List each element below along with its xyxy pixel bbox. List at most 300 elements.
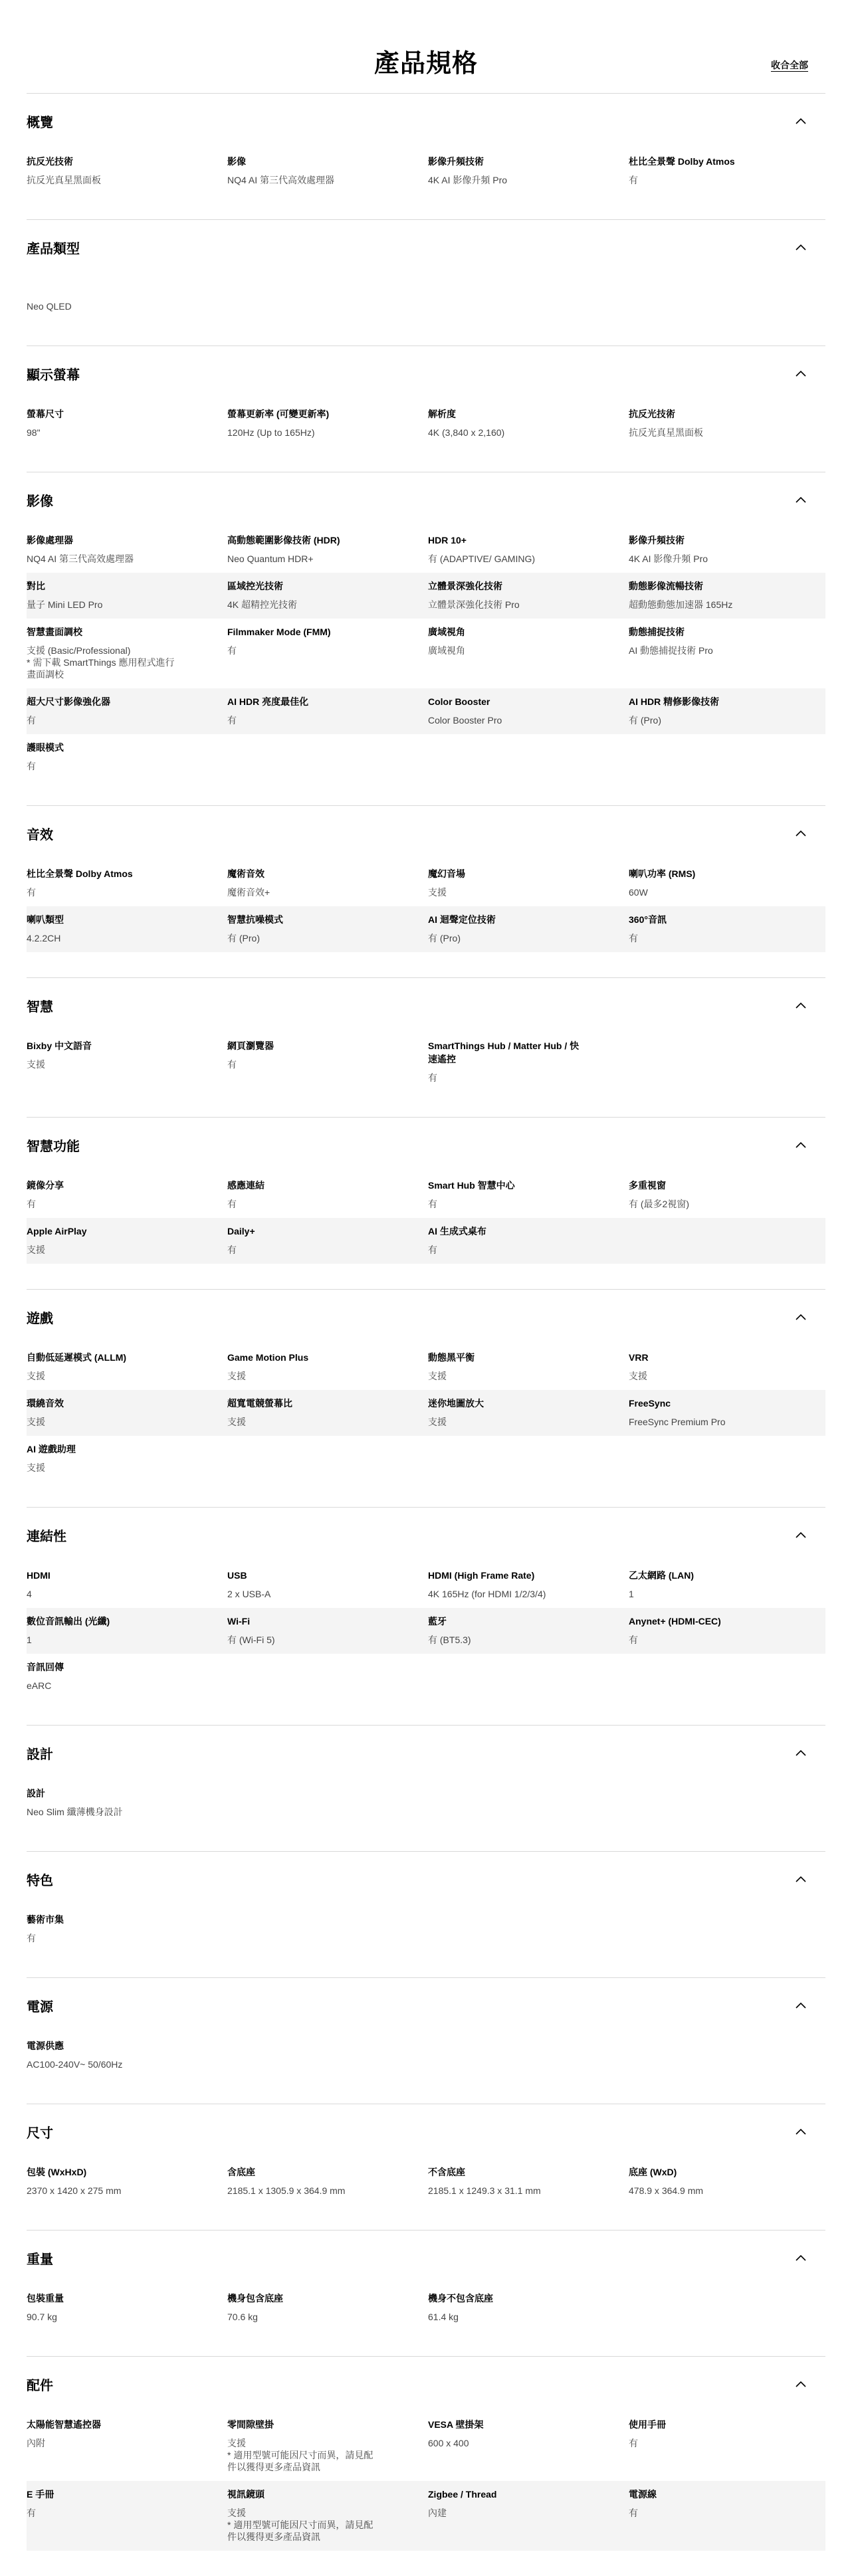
spec-value: 有 — [629, 2508, 638, 2518]
spec-item — [629, 407, 829, 439]
spec-row — [27, 734, 825, 780]
spec-item — [629, 625, 829, 680]
spec-item — [629, 2418, 829, 2473]
spec-value: 98" — [27, 427, 41, 438]
spec-value: 支援 — [428, 1371, 447, 1381]
spec-section — [27, 1977, 825, 2104]
spec-row — [27, 688, 825, 734]
spec-value: AC100-240V~ 50/60Hz — [27, 2059, 123, 2070]
spec-rows — [27, 1780, 825, 1851]
spec-item — [27, 534, 227, 565]
spec-label: AI HDR 精修影像技術 — [629, 696, 720, 707]
spec-label: 電源線 — [629, 2489, 657, 2500]
section-title: 智慧功能 — [27, 1139, 80, 1154]
spec-label: 智慧畫面調校 — [27, 627, 82, 637]
spec-value: 內附 — [27, 2438, 45, 2448]
spec-value: 支援 — [27, 1059, 45, 1070]
spec-label: 使用手冊 — [629, 2419, 666, 2430]
spec-label: 鏡像分享 — [27, 1180, 64, 1191]
spec-item — [629, 1569, 829, 1600]
spec-item — [227, 1397, 428, 1428]
spec-value: eARC — [27, 1680, 52, 1691]
spec-label: 自動低延遲模式 (ALLM) — [27, 1352, 127, 1363]
page-title: 產品規格 — [373, 50, 478, 78]
spec-item — [227, 534, 428, 565]
chevron-up-icon[interactable] — [794, 1998, 808, 2013]
spec-section — [27, 1507, 825, 1725]
spec-value: 有 — [27, 715, 36, 726]
spec-row — [27, 1562, 825, 1608]
spec-rows — [27, 1562, 825, 1725]
spec-item — [227, 695, 428, 726]
spec-row — [27, 860, 825, 906]
spec-section — [27, 2104, 825, 2230]
spec-item — [227, 867, 428, 898]
spec-value: Neo Slim 纖薄機身設計 — [27, 1807, 123, 1817]
spec-value: 支援 — [27, 1417, 45, 1427]
spec-label: 網頁瀏覽器 — [227, 1040, 274, 1051]
spec-item — [27, 1442, 227, 1474]
spec-value: 抗反光真星黑面板 — [27, 175, 101, 185]
spec-item — [428, 2292, 629, 2323]
spec-value: 4K AI 影像升頻 Pro — [428, 175, 508, 185]
chevron-up-icon[interactable] — [794, 240, 808, 254]
spec-row — [27, 1172, 825, 1218]
spec-value: 有 (最多2視窗) — [629, 1199, 689, 1209]
spec-item — [27, 1660, 227, 1692]
spec-item — [27, 1039, 227, 1084]
spec-label: 解析度 — [428, 409, 456, 419]
spec-item — [227, 2488, 428, 2543]
spec-item — [227, 2418, 428, 2473]
spec-label: Game Motion Plus — [227, 1352, 309, 1363]
spec-label: 影像升頻技術 — [428, 156, 484, 167]
spec-item — [629, 1351, 829, 1382]
spec-label: SmartThings Hub / Matter Hub / 快 速遙控 — [428, 1040, 580, 1064]
spec-label: 抗反光技術 — [629, 409, 675, 419]
spec-value: 抗反光真星黑面板 — [629, 427, 703, 438]
spec-item — [27, 281, 227, 312]
spec-item — [428, 534, 629, 565]
spec-rows — [27, 148, 825, 219]
spec-value: 支援 — [27, 1371, 45, 1381]
spec-value: Neo QLED — [27, 301, 72, 312]
spec-row — [27, 1390, 825, 1436]
spec-label: 魔幻音場 — [428, 868, 465, 879]
chevron-up-icon[interactable] — [794, 1310, 808, 1324]
spec-row — [27, 1654, 825, 1700]
spec-label: 乙太網路 (LAN) — [629, 1570, 694, 1581]
spec-item — [629, 1397, 829, 1428]
spec-item — [27, 913, 227, 944]
spec-item — [428, 913, 629, 944]
spec-value: 有 — [428, 1072, 437, 1083]
spec-section — [27, 1289, 825, 1507]
spec-value: 有 — [629, 2438, 638, 2448]
spec-label: 廣域視角 — [428, 627, 465, 637]
spec-label: 數位音訊輸出 (光纖) — [27, 1616, 110, 1627]
spec-value: NQ4 AI 第三代高效處理器 — [227, 175, 335, 185]
spec-row — [27, 2411, 825, 2481]
spec-row — [27, 2285, 825, 2331]
spec-value: 超動態動態加速器 165Hz — [629, 599, 733, 610]
spec-value: 4K 165Hz (for HDMI 1/2/3/4) — [428, 1589, 546, 1599]
spec-item — [428, 695, 629, 726]
section-title: 設計 — [27, 1747, 53, 1762]
spec-value: FreeSync Premium Pro — [629, 1417, 726, 1427]
spec-header — [0, 0, 852, 93]
section-header-toggle[interactable] — [27, 94, 825, 148]
spec-label: 底座 (WxD) — [629, 2167, 677, 2177]
spec-row — [27, 2032, 825, 2078]
spec-item — [428, 407, 629, 439]
section-header-toggle[interactable] — [27, 1726, 825, 1780]
spec-item — [227, 2165, 428, 2197]
spec-item — [629, 913, 829, 944]
spec-value: 4K AI 影像升頻 Pro — [629, 553, 708, 564]
spec-item — [227, 579, 428, 611]
spec-item — [629, 1615, 829, 1646]
spec-item — [27, 1225, 227, 1256]
spec-item — [27, 2039, 227, 2070]
spec-item — [27, 1913, 227, 1944]
spec-section — [27, 2230, 825, 2356]
spec-label: E 手冊 — [27, 2489, 54, 2500]
spec-rows — [27, 1172, 825, 1289]
spec-label: 螢幕尺寸 — [27, 409, 64, 419]
spec-value: 支援 * 適用型號可能因尺寸而異，請見配 件以獲得更多產品資訊 — [227, 2438, 373, 2472]
spec-label: 藝術市集 — [27, 1914, 64, 1925]
spec-item — [227, 407, 428, 439]
spec-label: Daily+ — [227, 1226, 255, 1237]
spec-item — [27, 2292, 227, 2323]
spec-item — [428, 1179, 629, 1210]
spec-item — [227, 1225, 428, 1256]
spec-value: 支援 — [428, 887, 447, 898]
spec-item — [428, 1615, 629, 1646]
spec-item — [27, 2418, 227, 2473]
spec-item — [27, 625, 227, 680]
section-title: 特色 — [27, 1873, 53, 1888]
spec-label: 魔術音效 — [227, 868, 265, 879]
spec-value: 2 x USB-A — [227, 1589, 271, 1599]
spec-item — [428, 579, 629, 611]
spec-row — [27, 2481, 825, 2551]
spec-rows — [27, 1033, 825, 1117]
spec-label: 影像 — [227, 156, 246, 167]
spec-section — [27, 219, 825, 346]
section-header-toggle[interactable] — [27, 978, 825, 1033]
spec-item — [428, 1569, 629, 1600]
spec-section — [27, 1851, 825, 1977]
spec-rows — [27, 2411, 825, 2576]
section-title: 重量 — [27, 2252, 53, 2267]
spec-label: AI 迴聲定位技術 — [428, 914, 496, 925]
chevron-up-icon[interactable] — [794, 1528, 808, 1542]
spec-item — [27, 695, 227, 726]
spec-value: 有 — [428, 1199, 437, 1209]
spec-label: VESA 壁掛架 — [428, 2419, 484, 2430]
spec-rows — [27, 2032, 825, 2104]
spec-label: 杜比全景聲 Dolby Atmos — [27, 868, 133, 879]
spec-item — [227, 1615, 428, 1646]
spec-item — [227, 1179, 428, 1210]
spec-item — [428, 625, 629, 680]
spec-label: AI 遊戲助理 — [27, 1444, 76, 1454]
section-header-toggle[interactable] — [27, 1978, 825, 2032]
spec-row — [27, 1218, 825, 1264]
spec-label: 不含底座 — [428, 2167, 465, 2177]
spec-item — [428, 1397, 629, 1428]
spec-item — [428, 2165, 629, 2197]
spec-value: 有 — [27, 2508, 36, 2518]
spec-item — [27, 407, 227, 439]
spec-value: 有 — [629, 1635, 638, 1645]
spec-label — [27, 281, 211, 294]
chevron-up-icon[interactable] — [794, 2377, 808, 2391]
spec-value: 支援 — [27, 1244, 45, 1255]
spec-item — [227, 625, 428, 680]
spec-label: AI 生成式桌布 — [428, 1226, 486, 1237]
spec-value: 有 — [227, 1059, 237, 1070]
spec-item — [629, 695, 829, 726]
spec-value: 支援 — [27, 1462, 45, 1473]
spec-label: USB — [227, 1570, 247, 1581]
spec-label: 機身不包含底座 — [428, 2293, 493, 2304]
spec-item — [227, 1039, 428, 1084]
spec-value: 有 — [27, 1933, 36, 1943]
spec-label: 超大尺寸影像強化器 — [27, 696, 110, 707]
spec-value: AI 動態捕捉技術 Pro — [629, 645, 713, 656]
spec-rows — [27, 1344, 825, 1507]
spec-label: Apple AirPlay — [27, 1226, 87, 1237]
section-header-toggle[interactable] — [27, 472, 825, 527]
section-header-toggle[interactable] — [27, 1290, 825, 1344]
collapse-all-link[interactable]: 收合全部 — [771, 60, 808, 70]
spec-item — [629, 1179, 829, 1210]
spec-item — [27, 2165, 227, 2197]
spec-value: 有 (Wi-Fi 5) — [227, 1635, 275, 1645]
spec-label: 藍牙 — [428, 1616, 447, 1627]
spec-value: 支援 — [227, 1417, 246, 1427]
spec-label: 影像升頻技術 — [629, 535, 685, 545]
spec-item — [27, 1351, 227, 1382]
section-header-toggle[interactable] — [27, 1118, 825, 1172]
spec-item — [227, 155, 428, 186]
chevron-up-icon[interactable] — [794, 366, 808, 381]
spec-section — [27, 93, 825, 219]
spec-section — [27, 472, 825, 805]
spec-label: 動態黑平衡 — [428, 1352, 475, 1363]
chevron-up-icon[interactable] — [794, 2250, 808, 2265]
spec-label: FreeSync — [629, 1398, 671, 1409]
spec-label: AI HDR 亮度最佳化 — [227, 696, 309, 707]
spec-section — [27, 2356, 825, 2576]
spec-item — [629, 579, 829, 611]
section-header-toggle[interactable] — [27, 2104, 825, 2159]
spec-row — [27, 573, 825, 619]
spec-label: 杜比全景聲 Dolby Atmos — [629, 156, 735, 167]
spec-value: 有 (Pro) — [428, 933, 461, 943]
spec-item — [27, 1569, 227, 1600]
spec-label: 動態影像流暢技術 — [629, 581, 703, 591]
section-title: 遊戲 — [27, 1311, 53, 1326]
spec-item — [27, 1615, 227, 1646]
spec-section — [27, 805, 825, 977]
spec-rows — [27, 860, 825, 977]
section-title: 尺寸 — [27, 2126, 53, 2141]
spec-label: 高動態範圍影像技術 (HDR) — [227, 535, 340, 545]
spec-item — [428, 1351, 629, 1382]
section-title: 音效 — [27, 827, 53, 842]
chevron-up-icon[interactable] — [794, 1138, 808, 1152]
spec-value: 4 — [27, 1589, 32, 1599]
spec-label: HDR 10+ — [428, 535, 467, 545]
section-title: 影像 — [27, 494, 53, 509]
spec-label: HDMI (High Frame Rate) — [428, 1570, 535, 1581]
spec-rows — [27, 2285, 825, 2356]
spec-item — [227, 913, 428, 944]
spec-value: 有 — [629, 175, 638, 185]
spec-section — [27, 977, 825, 1117]
spec-label: 護眼模式 — [27, 742, 64, 753]
spec-label: 環繞音效 — [27, 1398, 64, 1409]
spec-item — [629, 2488, 829, 2543]
spec-value: 內建 — [428, 2508, 447, 2518]
spec-label: 多重視窗 — [629, 1180, 666, 1191]
spec-value: Neo Quantum HDR+ — [227, 553, 314, 564]
spec-section — [27, 346, 825, 472]
spec-rows — [27, 1906, 825, 1977]
spec-value: NQ4 AI 第三代高效處理器 — [27, 553, 134, 564]
chevron-up-icon[interactable] — [794, 1872, 808, 1886]
spec-rows — [27, 401, 825, 472]
section-header-toggle[interactable] — [27, 2230, 825, 2285]
spec-value: 4K (3,840 x 2,160) — [428, 427, 505, 438]
spec-value: 60W — [629, 887, 648, 898]
section-title: 配件 — [27, 2378, 53, 2393]
spec-label: 太陽能智慧遙控器 — [27, 2419, 101, 2430]
spec-label: 動態捕捉技術 — [629, 627, 685, 637]
spec-value: 有 — [629, 933, 638, 943]
spec-value: 支援 — [227, 1371, 246, 1381]
spec-section — [27, 1117, 825, 1289]
spec-label: 360°音訊 — [629, 914, 667, 925]
spec-value: 支援 * 適用型號可能因尺寸而異，請見配 件以獲得更多產品資訊 — [227, 2508, 373, 2542]
spec-value: 量子 Mini LED Pro — [27, 599, 103, 610]
spec-value: 4.2.2CH — [27, 933, 61, 943]
spec-label: 超寬電競螢幕比 — [227, 1398, 292, 1409]
chevron-up-icon[interactable] — [794, 492, 808, 507]
spec-item — [27, 579, 227, 611]
spec-value: 有 — [428, 1244, 437, 1255]
chevron-up-icon[interactable] — [794, 826, 808, 841]
spec-label: 設計 — [27, 1788, 45, 1799]
spec-value: 70.6 kg — [227, 2312, 258, 2322]
section-title: 顯示螢幕 — [27, 367, 80, 383]
spec-label: Smart Hub 智慧中心 — [428, 1180, 515, 1191]
spec-value: 有 (BT5.3) — [428, 1635, 471, 1645]
spec-row — [27, 619, 825, 688]
chevron-up-icon[interactable] — [794, 998, 808, 1013]
spec-value: 有 — [227, 1244, 237, 1255]
spec-item — [27, 155, 227, 186]
spec-label: Zigbee / Thread — [428, 2489, 497, 2500]
spec-value: 有 (Pro) — [629, 715, 661, 726]
spec-rows — [27, 2159, 825, 2230]
spec-item — [227, 1569, 428, 1600]
section-title: 連結性 — [27, 1529, 66, 1544]
spec-label: 零間隙壁掛 — [227, 2419, 274, 2430]
chevron-up-icon[interactable] — [794, 2124, 808, 2139]
spec-item — [629, 155, 829, 186]
spec-label: VRR — [629, 1352, 649, 1363]
section-header-toggle[interactable] — [27, 1508, 825, 1562]
spec-value: 90.7 kg — [27, 2312, 57, 2322]
spec-row — [27, 1608, 825, 1654]
spec-value: 有 — [27, 1199, 36, 1209]
spec-value: 支援 — [428, 1417, 447, 1427]
spec-label: Anynet+ (HDMI-CEC) — [629, 1616, 721, 1627]
spec-value: 廣域視角 — [428, 645, 465, 656]
spec-label: 含底座 — [227, 2167, 255, 2177]
spec-value: 有 — [227, 715, 237, 726]
spec-item — [27, 2488, 227, 2543]
spec-item — [428, 155, 629, 186]
spec-row — [27, 1780, 825, 1826]
spec-label: 對比 — [27, 581, 45, 591]
spec-label: 包裝重量 — [27, 2293, 64, 2304]
spec-label: 電源供應 — [27, 2040, 64, 2051]
spec-item — [428, 867, 629, 898]
spec-item — [27, 1787, 227, 1818]
spec-label: Wi-Fi — [227, 1616, 251, 1627]
spec-value: 有 — [227, 1199, 237, 1209]
spec-item — [428, 2488, 629, 2543]
spec-value: 478.9 x 364.9 mm — [629, 2185, 704, 2196]
spec-label: 感應連結 — [227, 1180, 265, 1191]
spec-item — [629, 867, 829, 898]
spec-item — [629, 2165, 829, 2197]
spec-value: 4K 超精控光技術 — [227, 599, 298, 610]
section-header-toggle[interactable] — [27, 220, 825, 274]
spec-row — [27, 1344, 825, 1390]
spec-section — [27, 1725, 825, 1851]
section-header-toggle[interactable] — [27, 346, 825, 401]
spec-rows — [27, 527, 825, 805]
chevron-up-icon[interactable] — [794, 114, 808, 128]
chevron-up-icon[interactable] — [794, 1745, 808, 1760]
spec-item — [227, 1351, 428, 1382]
spec-value: 立體景深強化技術 Pro — [428, 599, 520, 610]
spec-value: 61.4 kg — [428, 2312, 459, 2322]
spec-label: 機身包含底座 — [227, 2293, 283, 2304]
spec-value: 1 — [629, 1589, 634, 1599]
spec-label: 影像處理器 — [27, 535, 73, 545]
spec-label: 區域控光技術 — [227, 581, 283, 591]
spec-label: 包裝 (WxHxD) — [27, 2167, 87, 2177]
section-header-toggle[interactable] — [27, 806, 825, 860]
spec-value: 2185.1 x 1305.9 x 364.9 mm — [227, 2185, 346, 2196]
spec-value: 有 — [227, 645, 237, 656]
section-header-toggle[interactable] — [27, 2357, 825, 2411]
spec-value: Color Booster Pro — [428, 715, 502, 726]
spec-sections — [27, 93, 825, 2576]
spec-label: Bixby 中文語音 — [27, 1040, 92, 1051]
section-header-toggle[interactable] — [27, 1852, 825, 1906]
spec-row — [27, 1906, 825, 1952]
spec-row — [27, 1033, 825, 1092]
